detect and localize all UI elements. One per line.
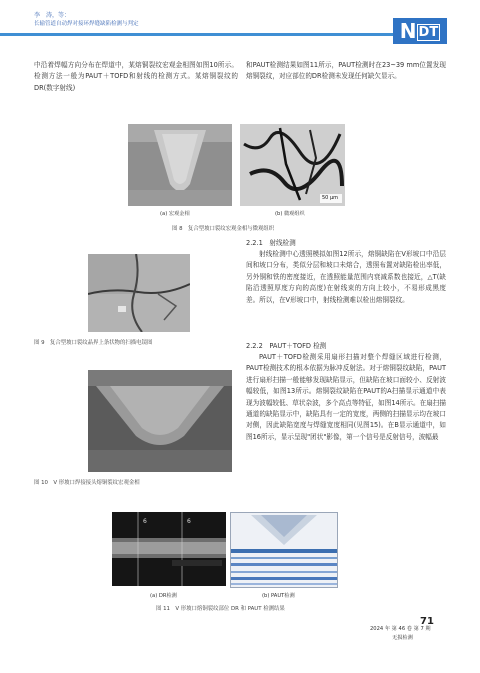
ndt-logo: N DT [393, 18, 447, 44]
figure8-micro-image [240, 124, 345, 206]
section-221-body: 射线检测中心透照模拟如图12所示，熔铜缺陷在V形坡口中沿层间和坡口分布，类似分层和坡口未熔合，透照布置对缺陷检出率低，另外铜和铁的密度接近，在透照能量范围内衰减系数也接近，△T(缺陷沿透照厚度方向的高度)在射线束的方向上较小，不易形成黑度差。所以，在V形坡口中，射线检测难以检出熔铜裂纹。 [246, 250, 446, 304]
dr-marker-left: 6 [143, 518, 147, 525]
dr-radiograph-graphic [112, 512, 226, 586]
header-article-title: 长输管道自动焊对接环焊缝缺陷检测与判定 [34, 21, 139, 27]
micro-structure-graphic [240, 124, 345, 206]
page-number: 71 [420, 616, 434, 627]
paut-scan-graphic [231, 513, 337, 587]
figure11-paut-image [230, 512, 338, 588]
paragraph-right-top: 和PAUT检测结果如图11所示，PAUT检测时在23~39 mm位置发现熔铜裂纹，对应部位的DR检测未发现任何缺欠显示。 [246, 61, 446, 81]
figure8-sub-b: (b) 微观组织 [275, 211, 305, 217]
header-authors: 李 涛，等： [34, 12, 71, 19]
figure11-caption: 图 11 V 形坡口熔铜裂纹部位 DR 和 PAUT 检测结果 [156, 606, 285, 612]
figure11-sub-a: (a) DR检测 [150, 593, 177, 599]
header-rule [0, 33, 395, 36]
section-222-body: PAUT＋TOFD检测采用扇形扫描对整个焊缝区域进行检测，PAUT检测技术的根本依据为脉冲反射法。对于熔铜裂纹缺陷，PAUT进行扇形扫描一般能够发现缺陷显示，但缺陷在坡口面较小、反射波幅较低，如图13所示。熔铜裂纹缺陷在PAUT的A扫描显示通道中表现为波幅较低、草状杂波，多个高点等特征，如图14所示。在扇扫描通道的缺陷显示中，缺陷具有一定的宽度，两侧的扫描显示均在坡口对侧，因此缺陷宽度与焊缝宽度相同(见图15)。在B显示通道中，如图16所示，显示呈现"团状"影像，第一个信号是反射信号，波幅最 [246, 353, 446, 441]
sem-graphic [88, 254, 190, 332]
footer-journal-issue: 2024 年 第 46 卷 第 7 期 [370, 626, 431, 632]
figure9-sem-image [88, 254, 190, 332]
figure8-sub-a: (a) 宏观金相 [160, 211, 190, 217]
v-groove-graphic [88, 370, 232, 472]
figure8-macro-image [128, 124, 232, 206]
figure11-dr-image [112, 512, 226, 586]
footer-journal-name: 无损检测 [392, 635, 413, 641]
section-221-heading: 2.2.1 射线检测 [246, 239, 296, 247]
figure8-caption: 图 8 复合型坡口裂纹宏观金相与微观组织 [172, 226, 275, 232]
section-222-heading: 2.2.2 PAUT＋TOFD 检测 [246, 342, 327, 350]
macro-section-graphic [128, 124, 232, 206]
micro-scale-bar-label: 50 μm [322, 195, 339, 201]
figure10-macro-image [88, 370, 232, 472]
figure10-caption: 图 10 V 形坡口焊接接头熔铜裂纹宏观金相 [34, 480, 140, 486]
paragraph-left-top: 中沿着焊幅方向分布在焊道中，某熔铜裂纹宏观金相图如图10所示。检测方法一般为PAUT＋TOFD和射线的检测方式。某熔铜裂纹的DR(数字射线) [34, 61, 238, 92]
figure9-caption: 图 9 复合型坡口裂纹晶界上条状物的扫描电镜图 [34, 340, 153, 346]
dr-marker-right: 6 [187, 518, 191, 525]
figure11-sub-b: (b) PAUT检测 [262, 593, 295, 599]
